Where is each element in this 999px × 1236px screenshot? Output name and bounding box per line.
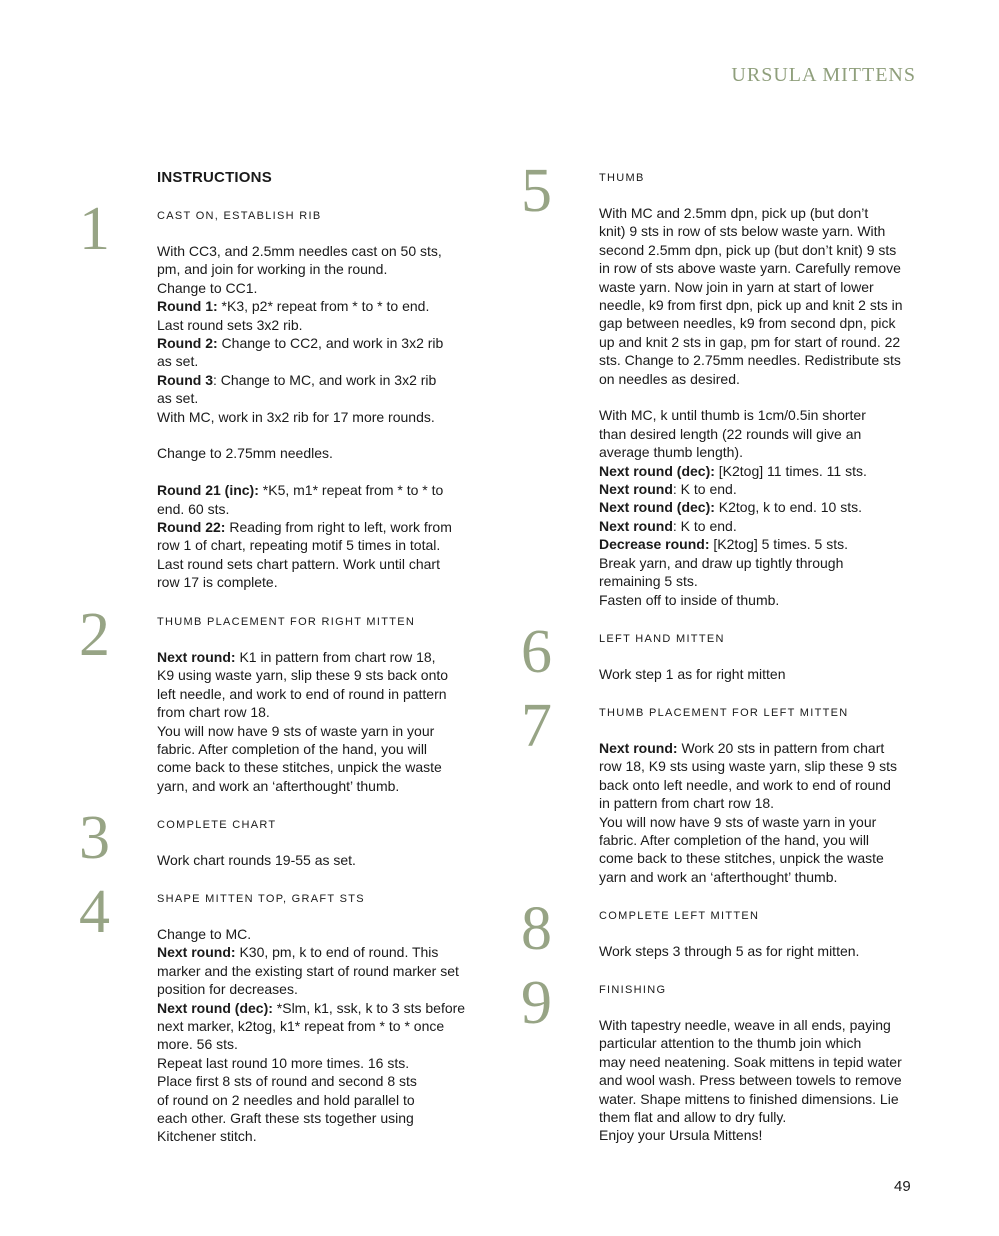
instruction-line: on needles as desired. (599, 370, 740, 387)
instruction-line: than desired length (22 rounds will give an (599, 425, 862, 442)
step-4 (79, 878, 477, 1146)
step-3 (79, 804, 477, 872)
instruction-line: particular attention to the thumb join which (599, 1035, 862, 1052)
instruction-line: sts. Change to 2.75mm needles. Redistribute sts (599, 352, 901, 369)
instruction-line: may need neatening. Soak mittens in tepid water (599, 1053, 902, 1070)
step-number: 8 (521, 895, 552, 963)
instruction-line: fabric. After completion of the hand, you will (599, 832, 870, 849)
step-body (157, 242, 477, 592)
instruction-label: Next round (599, 517, 673, 534)
instruction-line: Next round (dec): *Slm, k1, ssk, k to 3 sts before (157, 999, 466, 1016)
instruction-line: Change to 2.75mm needles. (157, 445, 333, 462)
instruction-line: gap between needles, k9 from second dpn, pick (599, 315, 896, 332)
step-9 (521, 969, 919, 1145)
step-body (157, 851, 477, 869)
step-7 (521, 692, 919, 886)
instruction-line: Change to CC1. (157, 279, 258, 296)
instructions-heading: INSTRUCTIONS (157, 169, 272, 186)
instruction-line: as set. (157, 353, 199, 370)
instruction-line: from chart row 18. (157, 704, 270, 721)
instruction-label: Round 21 (inc): (157, 482, 259, 499)
instruction-line: Work chart rounds 19-55 as set. (157, 852, 356, 868)
instruction-line: With MC, work in 3x2 rib for 17 more rounds. (157, 408, 435, 425)
instruction-label: Next round (dec): (599, 499, 715, 516)
instruction-line: Round 22: Reading from right to left, work from (157, 519, 452, 536)
instruction-line: With CC3, and 2.5mm needles cast on 50 sts, (157, 243, 442, 259)
step-6 (521, 618, 919, 686)
instruction-line: Repeat last round 10 more times. 16 sts. (157, 1054, 410, 1071)
step-body (599, 739, 919, 886)
instruction-line: row 17 is complete. (157, 574, 278, 591)
instruction-label: Round 22: (157, 519, 226, 536)
instruction-line: Kitchener stitch. (157, 1128, 257, 1145)
instruction-line: in pattern from chart row 18. (599, 795, 775, 812)
step-1 (79, 195, 477, 592)
instruction-line: position for decreases. (157, 981, 298, 998)
instruction-line: knit) 9 sts in row of sts below waste yarn. With (599, 223, 886, 240)
instruction-line: remaining 5 sts. (599, 573, 698, 590)
step-number: 7 (521, 692, 552, 760)
instruction-line: Next round: K to end. (599, 481, 737, 498)
step-number: 5 (521, 157, 552, 225)
instruction-line: With MC, k until thumb is 1cm/0.5in shorter (599, 407, 866, 424)
instruction-label: Round 3 (157, 371, 213, 388)
instruction-line: marker and the existing start of round marker set (157, 962, 459, 979)
step-title: THUMB PLACEMENT FOR LEFT MITTEN (599, 707, 849, 719)
instruction-line: Next round: K1 in pattern from chart row 18, (157, 649, 436, 665)
instruction-line: Next round (dec): [K2tog] 11 times. 11 sts. (599, 462, 867, 479)
running-header: URSULA MITTENS (731, 64, 916, 86)
instruction-line: next marker, k2tog, k1* repeat from * to * once (157, 1018, 445, 1035)
instruction-label: Next round: (157, 944, 236, 961)
instruction-line: end. 60 sts. (157, 500, 230, 517)
instruction-line: You will now have 9 sts of waste yarn in your (157, 722, 435, 739)
instruction-line: Enjoy your Ursula Mittens! (599, 1127, 763, 1144)
instruction-line: more. 56 sts. (157, 1036, 238, 1053)
instruction-label: Decrease round: (599, 536, 710, 553)
instruction-label: Next round (599, 481, 673, 498)
instruction-line: Round 3: Change to MC, and work in 3x2 rib (157, 371, 437, 388)
instruction-label: Round 2: (157, 335, 218, 352)
step-number: 9 (521, 969, 552, 1037)
instruction-line: come back to these stitches, unpick the waste (157, 759, 442, 776)
instruction-line: Place first 8 sts of round and second 8 sts (157, 1073, 417, 1090)
instruction-label: Round 1: (157, 298, 218, 315)
instruction-line: Next round: K to end. (599, 517, 737, 534)
instruction-line: water. Shape mittens to finished dimensions. Lie (599, 1090, 899, 1107)
instruction-label: Next round (dec): (599, 462, 715, 479)
instruction-line: row 1 of chart, repeating motif 5 times in total. (157, 537, 441, 554)
step-body (599, 665, 919, 683)
step-body (157, 648, 477, 795)
instruction-line: pm, and join for working in the round. (157, 261, 388, 278)
step-number: 6 (521, 618, 552, 686)
step-number: 2 (79, 601, 110, 669)
instruction-line: waste yarn. Now join in yarn at start of lower (599, 278, 874, 295)
page-number: 49 (894, 1178, 911, 1195)
instruction-line: left needle, and work to end of round in pattern (157, 685, 447, 702)
step-5 (521, 157, 919, 609)
instruction-line: Round 21 (inc): *K5, m1* repeat from * to * to (157, 482, 444, 499)
instruction-label: Next round: (157, 649, 236, 665)
step-2 (79, 601, 477, 795)
step-title: SHAPE MITTEN TOP, GRAFT STS (157, 893, 365, 905)
step-8 (521, 895, 919, 963)
instruction-line: Last round sets chart pattern. Work until chart (157, 555, 440, 572)
instruction-line: up and knit 2 sts in gap, pm for start of round. 22 (599, 333, 901, 350)
step-title: THUMB (599, 172, 645, 184)
instruction-line: K9 using waste yarn, slip these 9 sts back onto (157, 667, 449, 684)
step-title: FINISHING (599, 984, 667, 996)
instruction-label: Next round (dec): (157, 999, 273, 1016)
step-body (599, 204, 919, 609)
instruction-line: average thumb length). (599, 444, 743, 461)
instruction-label: Next round: (599, 740, 678, 756)
instruction-line: Break yarn, and draw up tightly through (599, 554, 844, 571)
step-number: 3 (79, 804, 110, 872)
instruction-line: yarn and work an ‘afterthought’ thumb. (599, 868, 838, 885)
instruction-line: in row of sts above waste yarn. Carefully remove (599, 260, 901, 277)
instruction-line: yarn, and work an ‘afterthought’ thumb. (157, 777, 400, 794)
step-body (599, 942, 919, 960)
instruction-line: needle, k9 from first dpn, pick up and knit 2 sts in (599, 297, 903, 314)
step-body (599, 1016, 919, 1145)
step-title: COMPLETE CHART (157, 819, 277, 831)
instruction-line: as set. (157, 390, 199, 407)
instruction-line: Work steps 3 through 5 as for right mitten. (599, 943, 860, 959)
instruction-line: You will now have 9 sts of waste yarn in your (599, 813, 877, 830)
instruction-line: Change to MC. (157, 926, 252, 942)
instruction-line: Round 2: Change to CC2, and work in 3x2 rib (157, 335, 444, 352)
instruction-line: of round on 2 needles and hold parallel to (157, 1091, 415, 1108)
step-title: CAST ON, ESTABLISH RIB (157, 210, 322, 222)
step-title: THUMB PLACEMENT FOR RIGHT MITTEN (157, 616, 416, 628)
instruction-line: and wool wash. Press between towels to remove (599, 1072, 902, 1089)
instruction-line: Next round: Work 20 sts in pattern from chart (599, 740, 885, 756)
instruction-line: With MC and 2.5mm dpn, pick up (but don’t (599, 205, 869, 221)
instruction-line: second 2.5mm dpn, pick up (but don’t knit) 9 sts (599, 241, 897, 258)
instruction-line: Fasten off to inside of thumb. (599, 591, 780, 608)
instruction-line: them flat and allow to dry fully. (599, 1109, 787, 1126)
instruction-line: Next round: K30, pm, k to end of round. This (157, 944, 439, 961)
instruction-line: Round 1: *K3, p2* repeat from * to * to end. (157, 298, 430, 315)
instruction-line: Work step 1 as for right mitten (599, 666, 786, 682)
step-title: COMPLETE LEFT MITTEN (599, 910, 760, 922)
instruction-line: Decrease round: [K2tog] 5 times. 5 sts. (599, 536, 848, 553)
step-body (157, 925, 477, 1146)
instruction-line: Last round sets 3x2 rib. (157, 316, 303, 333)
instruction-line: come back to these stitches, unpick the waste (599, 850, 884, 867)
instruction-line: With tapestry needle, weave in all ends, paying (599, 1017, 891, 1033)
instruction-line: Next round (dec): K2tog, k to end. 10 sts. (599, 499, 862, 516)
instruction-line: back onto left needle, and work to end of round (599, 776, 891, 793)
instruction-line: each other. Graft these sts together using (157, 1110, 414, 1127)
step-number: 4 (79, 878, 110, 946)
step-number: 1 (79, 195, 110, 263)
instruction-line: fabric. After completion of the hand, you will (157, 741, 428, 758)
step-title: LEFT HAND MITTEN (599, 633, 725, 645)
instruction-line: row 18, K9 sts using waste yarn, slip these 9 sts (599, 758, 898, 775)
